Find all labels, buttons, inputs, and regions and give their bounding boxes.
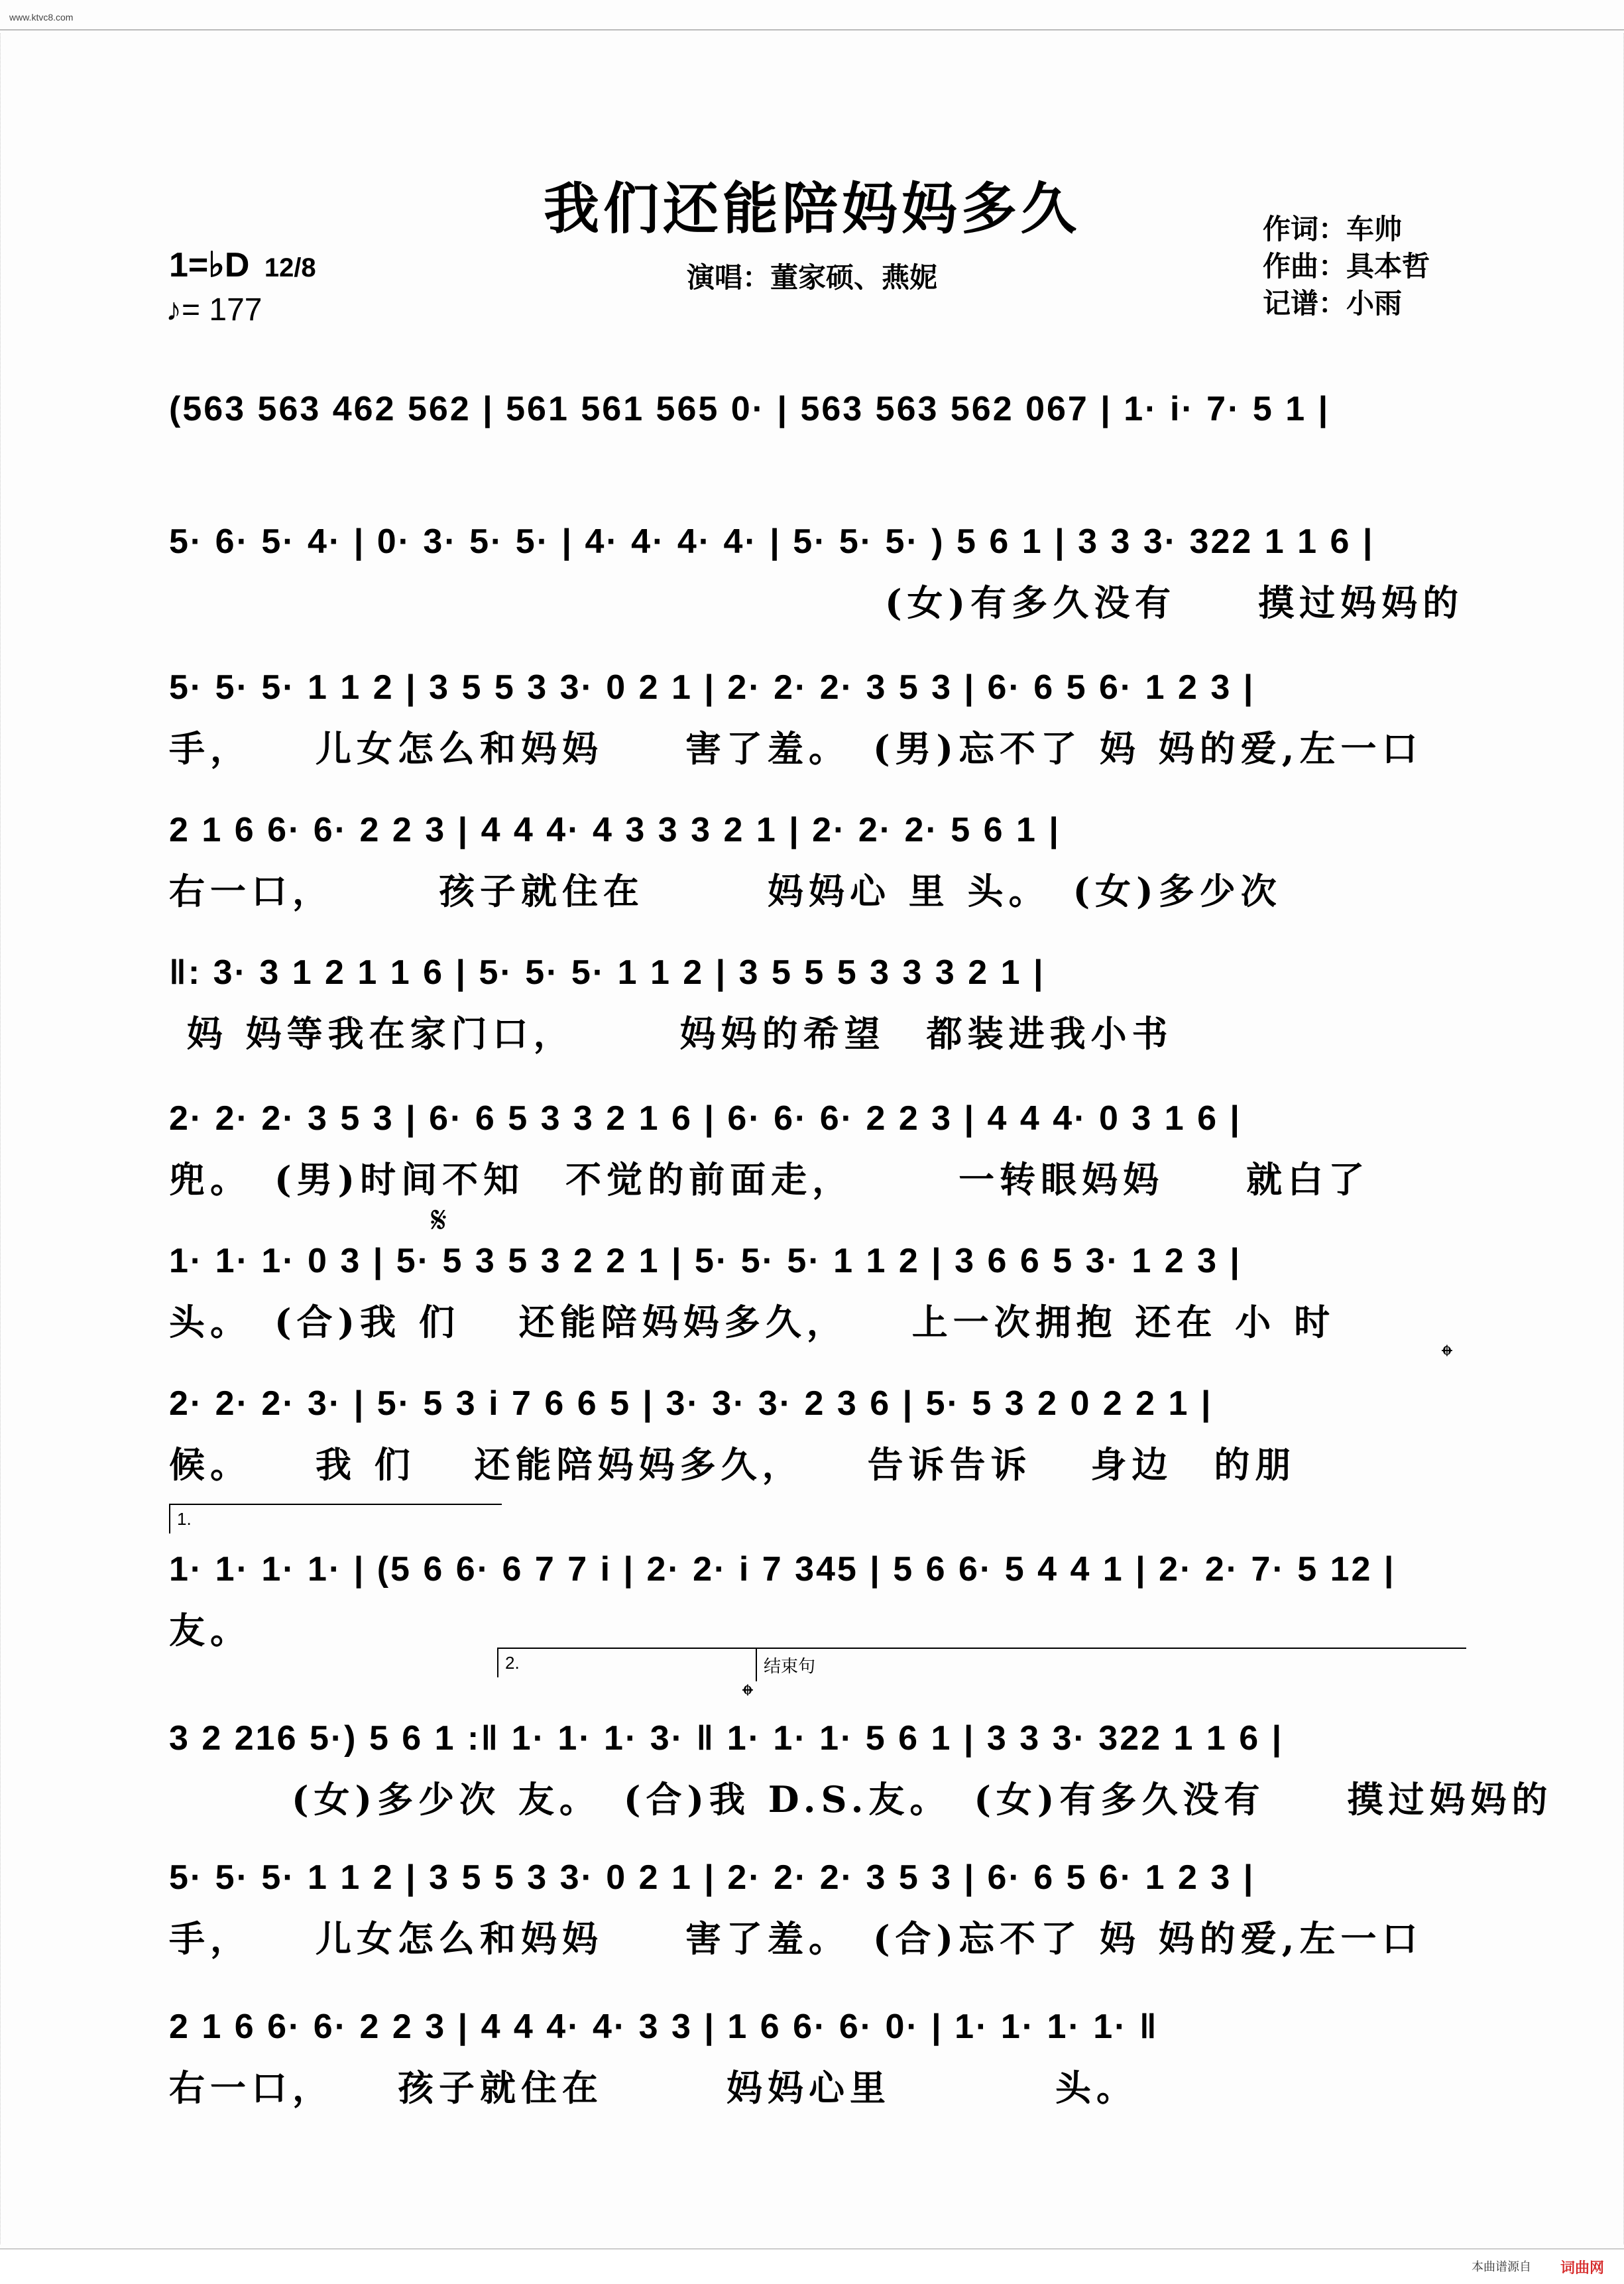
lyrics-line: 妈 妈等我在家门口， 妈妈的希望 都装进我小书 [169, 1012, 1173, 1055]
left-margin-strip [0, 33, 15, 2244]
top-divider [0, 29, 1624, 30]
footer-note: 本曲谱源自 [1472, 2260, 1531, 2273]
ending-label: 结束句 [764, 1656, 816, 1676]
lyrics-line: 头。 (合)我 们 还能陪妈妈多久， 上一次拥抱 还在 小 时 [169, 1301, 1336, 1343]
score-row-6 [169, 1097, 1465, 1200]
coda-icon-ending: 𝄌 [742, 1677, 753, 1713]
notes-line: 5· 5· 5· 1 1 2 | 3 5 5 3 3· 0 2 1 | 2· 2· 2· 3 5 3 | 6· 6 5 6· 1 2 3 | [169, 1858, 1255, 1897]
segno-icon: 𝄋 [431, 1199, 447, 1242]
transcriber-credit: 记谱：小雨 [1263, 287, 1403, 320]
lyrics-line: 候。 我 们 还能陪妈妈多久， 告诉告诉 身边 的朋 [169, 1443, 1297, 1486]
notes-line: 2· 2· 2· 3 5 3 | 6· 6 5 3 3 2 1 6 | 6· 6· 6· 2 2 3 | 4 4 4· 0 3 1 6 | [169, 1099, 1242, 1138]
score-row-5 [169, 951, 1465, 1054]
score-row-11 [169, 1856, 1465, 1959]
score-row-12 [169, 2006, 1465, 2108]
notes-line: 5· 5· 5· 1 1 2 | 3 5 5 3 3· 0 2 1 | 2· 2· 2· 3 5 3 | 6· 6 5 6· 1 2 3 | [169, 668, 1255, 707]
score-row-9 [169, 1548, 1465, 1651]
notes-line: 5· 6· 5· 4· | 0· 3· 5· 5· | 4· 4· 4· 4· | 5· 5· 5· ) 5 6 1 | 3 3 3· 322 1 1 6 | [169, 522, 1375, 561]
volta-2-bracket [497, 1648, 757, 1677]
right-margin-strip [1609, 33, 1624, 2244]
lyrics-line: 右一口， 孩子就住在 妈妈心里 头。 [169, 2067, 1137, 2109]
lyrics-line: 手， 儿女怎么和妈妈 害了羞。 (合)忘不了 妈 妈的爱,左一口 [169, 1917, 1423, 1960]
notes-line: 3 2 216 5·) 5 6 1 :‖ 1· 1· 1· 3· ‖ 1· 1· 1· 5 6 1 | 3 3 3· 322 1 1 6 | [169, 1719, 1284, 1758]
coda-icon: 𝄌 [1442, 1338, 1452, 1374]
notes-line: 2 1 6 6· 6· 2 2 3 | 4 4 4· 4 3 3 3 2 1 | 2· 2· 2· 5 6 1 | [169, 811, 1061, 849]
notes-line: 2 1 6 6· 6· 2 2 3 | 4 4 4· 4· 3 3 | 1 6 6· 6· 0· | 1· 1· 1· 1· ‖ [169, 2008, 1159, 2046]
lyrics-line: 兜。 (男)时间不知 不觉的前面走， 一转眼妈妈 就白了 [169, 1158, 1370, 1201]
score-row-8 [169, 1382, 1465, 1485]
song-title: 我们还能陪妈妈多久 [543, 176, 1080, 241]
ending-bracket [756, 1648, 1466, 1681]
volta-1-label: 1. [177, 1509, 192, 1529]
notes-line: ‖: 3· 3 1 2 1 1 6 | 5· 5· 5· 1 1 2 | 3 5 5 5 3 3 3 2 1 | [169, 953, 1045, 992]
notes-line: (563 563 462 562 | 561 561 565 0· | 563 563 562 067 | 1· i· 7· 5 1 | [169, 390, 1330, 428]
score-row-4 [169, 809, 1465, 912]
lyrics-line: 右一口， 孩子就住在 妈妈心 里 头。 (女)多少次 [169, 870, 1282, 912]
volta-2-label: 2. [505, 1653, 520, 1673]
score-row-7 [169, 1240, 1465, 1343]
lyrics-line: 手， 儿女怎么和妈妈 害了羞。 (男)忘不了 妈 妈的爱,左一口 [169, 727, 1423, 770]
site-url: www.ktvc8.com [9, 12, 74, 23]
key-signature [169, 245, 316, 285]
credits-block [1263, 211, 1430, 322]
score-row-10 [169, 1717, 1553, 1821]
lyricist-credit: 作词：车帅 [1263, 213, 1403, 245]
footer-bar [0, 2248, 1624, 2284]
lyrics-line: 友。 [169, 1609, 251, 1652]
notes-line: 1· 1· 1· 1· | (5 6 6· 6 7 7 i | 2· 2· i 7 345 | 5 6 6· 5 4 4 1 | 2· 2· 7· 5 12 | [169, 1550, 1396, 1589]
score-row-1 [169, 388, 1465, 450]
notes-line: 2· 2· 2· 3· | 5· 5 3 i 7 6 6 5 | 3· 3· 3· 2 3 6 | 5· 5 3 2 0 2 2 1 | [169, 1384, 1213, 1423]
score-row-2 [169, 520, 1465, 623]
lyrics-line: (女)有多久没有 摸过妈妈的 [885, 581, 1464, 624]
score-row-3 [169, 666, 1465, 769]
volta-1-bracket [169, 1504, 502, 1533]
time-signature: 12/8 [264, 253, 316, 282]
footer-logo[interactable]: 词曲网 [1560, 2259, 1604, 2276]
composer-credit: 作曲：具本哲 [1263, 250, 1430, 282]
notes-line: 1· 1· 1· 0 3 | 5· 5 3 5 3 2 2 1 | 5· 5· 5· 1 1 2 | 3 6 6 5 3· 1 2 3 | [169, 1242, 1242, 1280]
tempo-marking: ♪= 177 [166, 292, 262, 328]
key-label: 1=♭D [169, 246, 250, 284]
lyrics-line: (女)多少次 友。 (合)我 D.S.友。 (女)有多久没有 摸过妈妈的 [292, 1778, 1553, 1821]
singer-credit: 演唱：董家硕、燕妮 [686, 261, 937, 294]
